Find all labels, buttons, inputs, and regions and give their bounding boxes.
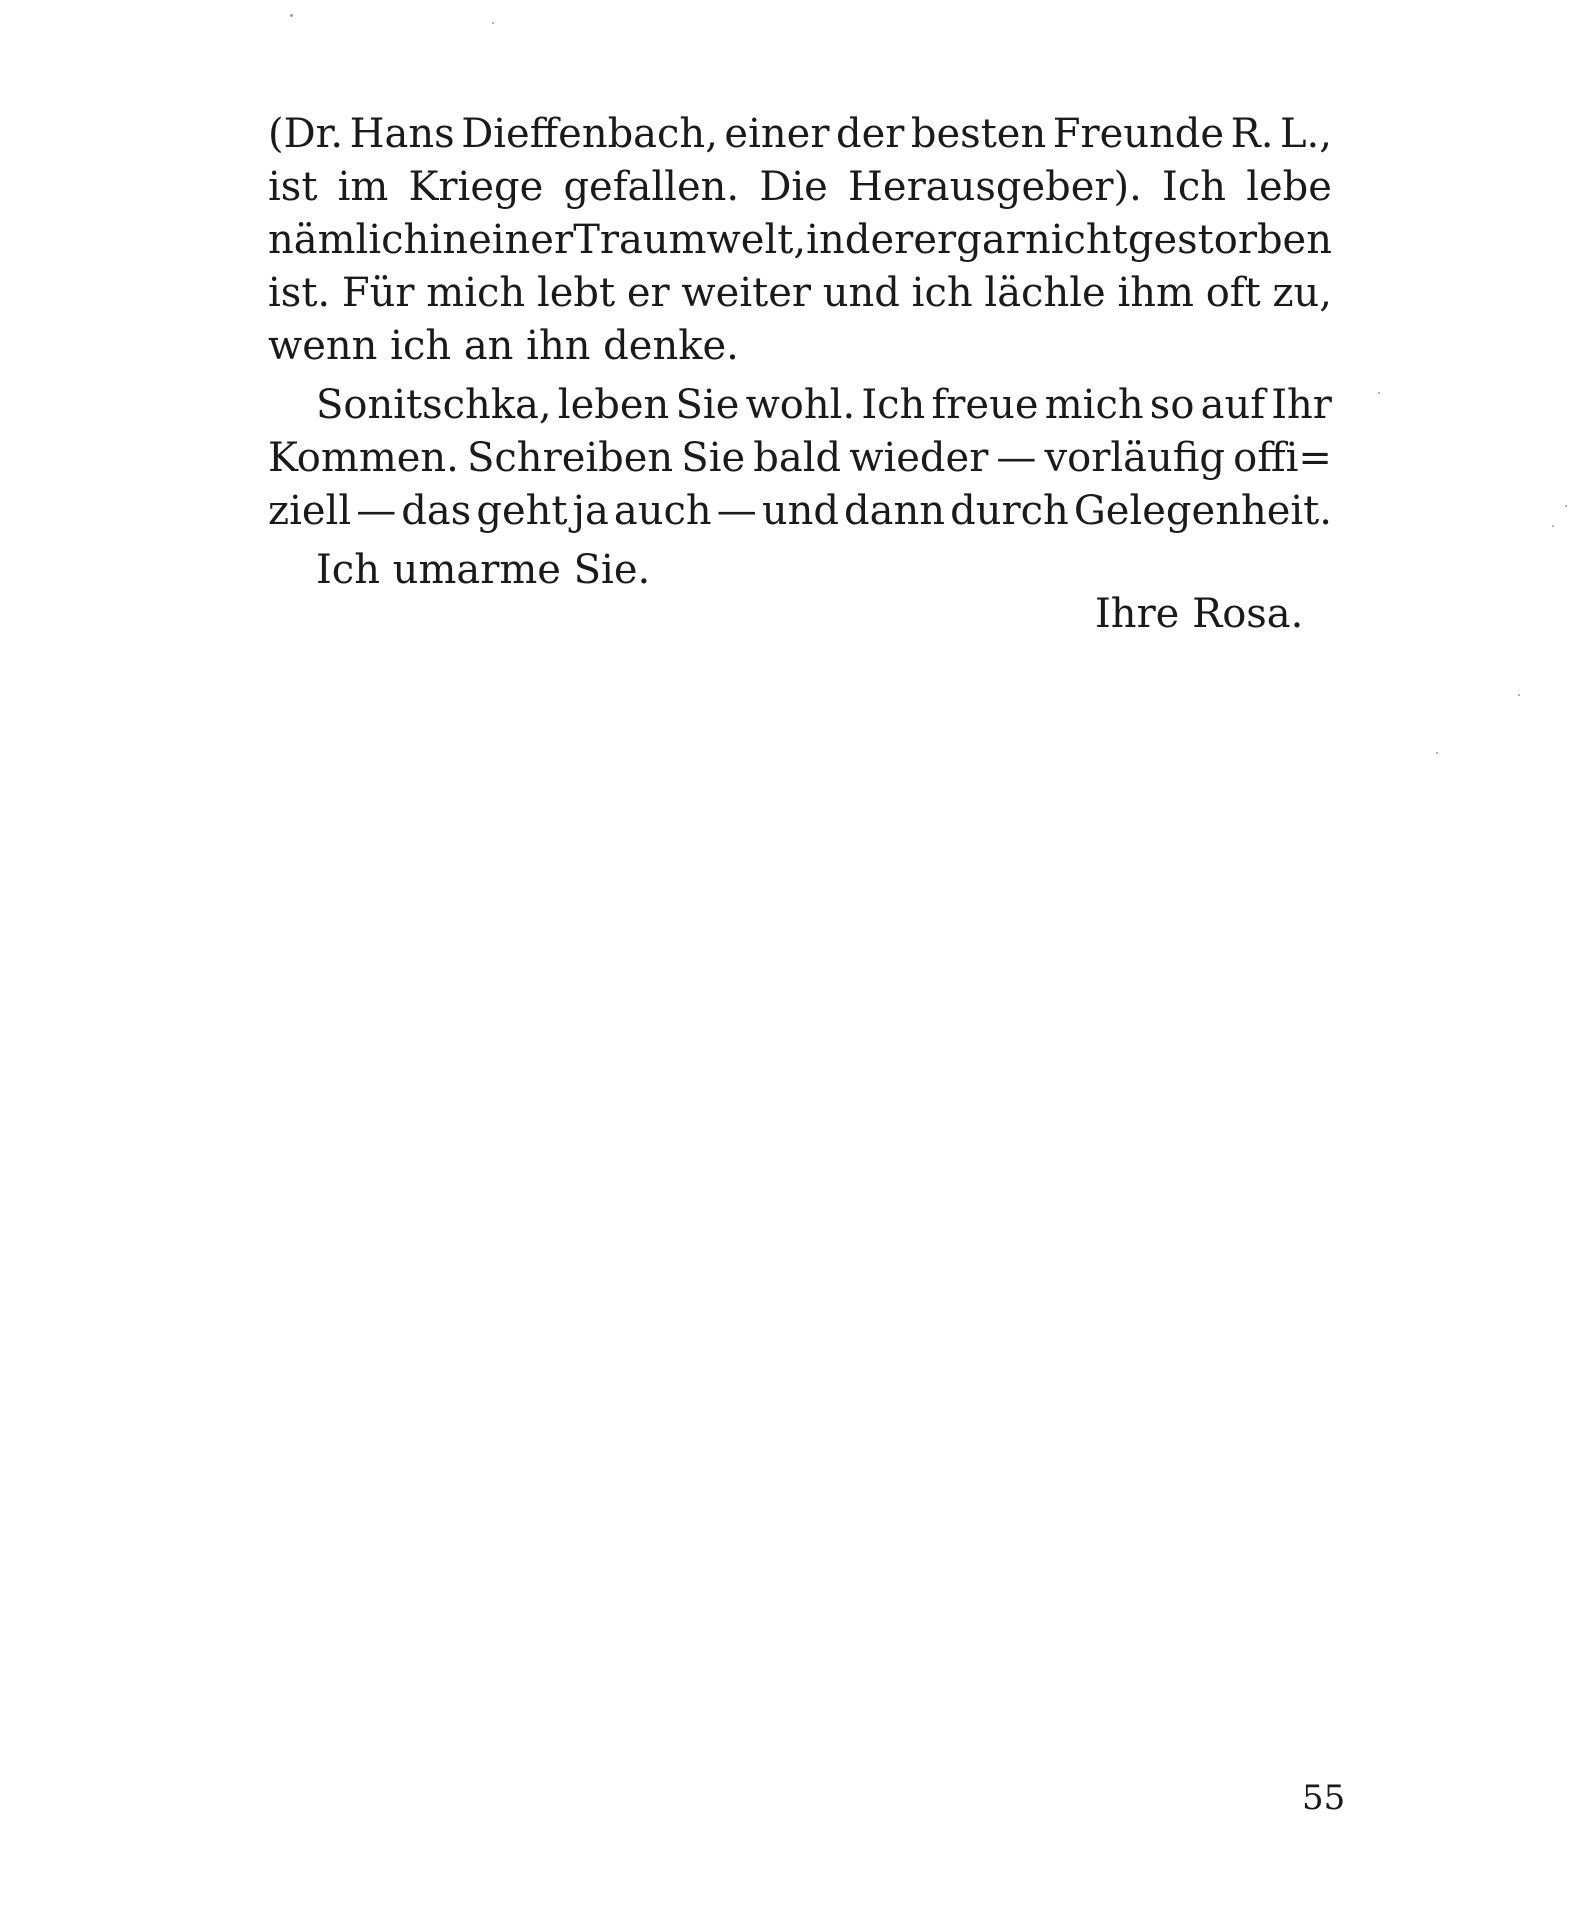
- word: Sonitschka,: [316, 382, 552, 428]
- word: einer: [468, 217, 574, 263]
- word: mich: [1044, 382, 1144, 428]
- word: lächle: [984, 270, 1106, 316]
- word: im: [337, 164, 389, 210]
- word: —: [716, 488, 757, 534]
- word: er: [626, 270, 670, 316]
- word: zu,: [1272, 270, 1332, 316]
- word: Für: [341, 270, 415, 316]
- letter-text: [268, 108, 1332, 597]
- word: ihm: [1117, 270, 1194, 316]
- word: und: [822, 270, 900, 316]
- word: Sie: [681, 435, 746, 481]
- word: er: [913, 217, 957, 263]
- word: Gelegenheit.: [1073, 488, 1332, 534]
- word: ziell: [268, 488, 352, 534]
- word: so: [1149, 382, 1195, 428]
- word: mich: [426, 270, 526, 316]
- word: der: [835, 111, 905, 157]
- page-number: 55: [1302, 1778, 1346, 1818]
- word: Herausgeber).: [848, 164, 1142, 210]
- word: Schreiben: [467, 435, 674, 481]
- word: Ich: [1162, 164, 1227, 210]
- text-line: [268, 267, 1332, 320]
- word: (Dr.: [268, 111, 344, 157]
- scan-speck: [1518, 694, 1520, 696]
- text-line: wenn ich an ihn denke.: [268, 323, 739, 369]
- word: —: [356, 488, 397, 534]
- text-line: [268, 214, 1332, 267]
- text-line: [268, 432, 1332, 485]
- word: Kommen.: [268, 435, 459, 481]
- word: offi=: [1233, 435, 1332, 481]
- word: vorläufig: [1044, 435, 1226, 481]
- word: ist: [268, 164, 318, 210]
- word: der: [844, 217, 914, 263]
- word: R.: [1230, 111, 1274, 157]
- word: leben: [557, 382, 670, 428]
- word: besten: [910, 111, 1047, 157]
- word: lebt: [536, 270, 616, 316]
- text-line: [268, 108, 1332, 161]
- word: Ich: [861, 382, 926, 428]
- word: freue: [931, 382, 1039, 428]
- word: in: [429, 217, 468, 263]
- word: einer: [724, 111, 830, 157]
- word: Traumwelt,: [573, 217, 807, 263]
- word: Dieffenbach,: [461, 111, 718, 157]
- word: durch: [950, 488, 1069, 534]
- word: ich: [911, 270, 973, 316]
- word: Kriege: [408, 164, 544, 210]
- word: dann: [844, 488, 946, 534]
- word: ist.: [268, 270, 331, 316]
- word: Freunde: [1052, 111, 1225, 157]
- word: das: [401, 488, 472, 534]
- word: lebe: [1246, 164, 1332, 210]
- paragraph-2: [268, 379, 1332, 538]
- word: Hans: [349, 111, 455, 157]
- word: wohl.: [745, 382, 856, 428]
- word: weiter: [681, 270, 811, 316]
- word: L.,: [1279, 111, 1332, 157]
- word: Ihr: [1271, 382, 1332, 428]
- word: ja: [572, 488, 609, 534]
- text-line: Ich umarme Sie.: [316, 547, 651, 593]
- word: und: [761, 488, 839, 534]
- word: geht: [476, 488, 568, 534]
- word: gar: [956, 217, 1025, 263]
- scan-speck: [492, 22, 494, 24]
- scan-speck: [1436, 752, 1438, 754]
- word: auf: [1200, 382, 1266, 428]
- word: auch: [613, 488, 712, 534]
- word: wieder: [849, 435, 989, 481]
- word: —: [996, 435, 1037, 481]
- scan-speck: [1565, 505, 1567, 507]
- signature: Ihre Rosa.: [1095, 591, 1304, 637]
- scan-speck: [1378, 392, 1380, 394]
- text-line: [268, 485, 1332, 538]
- word: nämlich: [268, 217, 430, 263]
- scan-speck: [1552, 525, 1554, 527]
- word: nicht: [1024, 217, 1128, 263]
- word: oft: [1205, 270, 1261, 316]
- word: bald: [753, 435, 842, 481]
- word: Sie: [675, 382, 740, 428]
- word: in: [806, 217, 845, 263]
- word: gestorben: [1127, 217, 1332, 263]
- paragraph-1: [268, 108, 1332, 373]
- scan-speck: [290, 14, 293, 17]
- word: Die: [759, 164, 828, 210]
- word: gefallen.: [563, 164, 740, 210]
- text-line: [268, 379, 1332, 432]
- text-line: [268, 161, 1332, 214]
